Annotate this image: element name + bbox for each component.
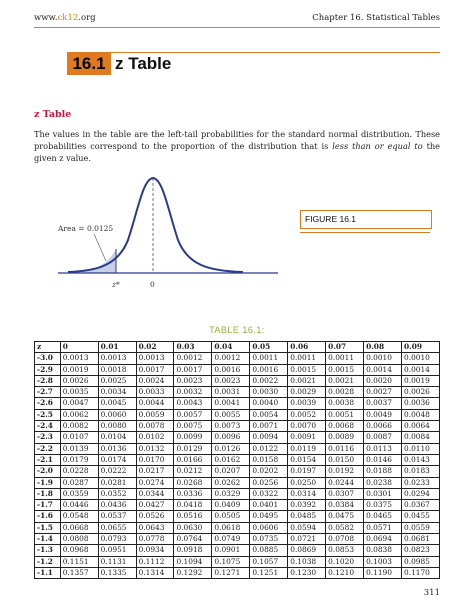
header-col: 0.05 xyxy=(250,342,288,353)
probability-cell: 0.0853 xyxy=(326,545,364,556)
figure-caption: FIGURE 16.1 xyxy=(301,211,360,228)
table-row xyxy=(35,409,440,420)
table-row xyxy=(35,477,440,488)
probability-cell: 0.0606 xyxy=(250,522,288,533)
probability-cell: 0.0968 xyxy=(60,545,98,556)
header-col: 0.08 xyxy=(364,342,402,353)
probability-cell: 0.0559 xyxy=(402,522,440,533)
paragraph-emphasis: less than or equal to xyxy=(332,141,423,151)
probability-cell: 0.0018 xyxy=(98,364,136,375)
probability-cell: 0.0401 xyxy=(250,500,288,511)
probability-cell: 0.0054 xyxy=(250,409,288,420)
probability-cell: 0.0262 xyxy=(212,477,250,488)
probability-cell: 0.0183 xyxy=(402,466,440,477)
intro-paragraph xyxy=(34,128,440,164)
probability-cell: 0.0721 xyxy=(288,534,326,545)
probability-cell: 0.0023 xyxy=(212,375,250,386)
probability-cell: 0.0250 xyxy=(288,477,326,488)
probability-cell: 0.0179 xyxy=(60,454,98,465)
probability-cell: 0.0359 xyxy=(60,488,98,499)
probability-cell: 0.0287 xyxy=(60,477,98,488)
probability-cell: 0.1151 xyxy=(60,556,98,567)
probability-cell: 0.0039 xyxy=(288,398,326,409)
probability-cell: 0.0934 xyxy=(136,545,174,556)
probability-cell: 0.0019 xyxy=(60,364,98,375)
probability-cell: 0.0446 xyxy=(60,500,98,511)
probability-cell: 0.0222 xyxy=(98,466,136,477)
probability-cell: 0.0475 xyxy=(326,511,364,522)
section-title: z Table xyxy=(34,109,72,120)
table-row xyxy=(35,522,440,533)
probability-cell: 0.0352 xyxy=(98,488,136,499)
probability-cell: 0.0212 xyxy=(174,466,212,477)
probability-cell: 0.0418 xyxy=(174,500,212,511)
row-z-value: -2.3 xyxy=(35,432,61,443)
probability-cell: 0.0064 xyxy=(402,421,440,432)
header-rule xyxy=(34,27,440,28)
paragraph-text-1: The values in the table are the left-tail probabilities for the standard normal distribution. These probabilities correspond to the proportion of the distribution that is xyxy=(34,129,440,151)
table-row xyxy=(35,432,440,443)
row-z-value: -2.7 xyxy=(35,387,61,398)
row-z-value: -1.9 xyxy=(35,477,61,488)
probability-cell: 0.0495 xyxy=(250,511,288,522)
probability-cell: 0.0217 xyxy=(136,466,174,477)
probability-cell: 0.0174 xyxy=(98,454,136,465)
probability-cell: 0.0158 xyxy=(250,454,288,465)
row-z-value: -1.6 xyxy=(35,511,61,522)
probability-cell: 0.1075 xyxy=(212,556,250,567)
probability-cell: 0.0025 xyxy=(98,375,136,386)
probability-cell: 0.0022 xyxy=(250,375,288,386)
row-z-value: -2.2 xyxy=(35,443,61,454)
probability-cell: 0.0655 xyxy=(98,522,136,533)
probability-cell: 0.0037 xyxy=(364,398,402,409)
probability-cell: 0.1020 xyxy=(326,556,364,567)
probability-cell: 0.0070 xyxy=(288,421,326,432)
probability-cell: 0.0071 xyxy=(250,421,288,432)
probability-cell: 0.0066 xyxy=(364,421,402,432)
area-label: Area = 0.0125 xyxy=(58,224,114,233)
probability-cell: 0.0427 xyxy=(136,500,174,511)
probability-cell: 0.0485 xyxy=(288,511,326,522)
probability-cell: 0.0057 xyxy=(174,409,212,420)
probability-cell: 0.0143 xyxy=(402,454,440,465)
probability-cell: 0.0091 xyxy=(288,432,326,443)
normal-curve-figure xyxy=(58,165,278,295)
probability-cell: 0.0281 xyxy=(98,477,136,488)
probability-cell: 0.0059 xyxy=(136,409,174,420)
table-body xyxy=(35,353,440,579)
probability-cell: 0.0197 xyxy=(288,466,326,477)
site-prefix: www. xyxy=(34,13,58,23)
row-z-value: -1.1 xyxy=(35,567,61,578)
probability-cell: 0.0307 xyxy=(326,488,364,499)
table-caption: TABLE 16.1: xyxy=(209,325,265,335)
probability-cell: 0.0126 xyxy=(212,443,250,454)
header-col: 0.01 xyxy=(98,342,136,353)
probability-cell: 0.0019 xyxy=(402,375,440,386)
probability-cell: 0.0793 xyxy=(98,534,136,545)
probability-cell: 0.0571 xyxy=(364,522,402,533)
probability-cell: 0.0104 xyxy=(98,432,136,443)
probability-cell: 0.0537 xyxy=(98,511,136,522)
probability-cell: 0.0027 xyxy=(364,387,402,398)
probability-cell: 0.0068 xyxy=(326,421,364,432)
probability-cell: 0.1057 xyxy=(250,556,288,567)
chapter-number: 16.1 xyxy=(67,53,111,75)
probability-cell: 0.1038 xyxy=(288,556,326,567)
probability-cell: 0.0015 xyxy=(288,364,326,375)
area-pointer xyxy=(94,234,106,261)
probability-cell: 0.0110 xyxy=(402,443,440,454)
probability-cell: 0.0294 xyxy=(402,488,440,499)
zero-label: 0 xyxy=(150,280,155,289)
chapter-title: z Table xyxy=(115,54,172,73)
probability-cell: 0.0166 xyxy=(174,454,212,465)
probability-cell: 0.0094 xyxy=(250,432,288,443)
figure-caption-box xyxy=(300,210,432,229)
table-row xyxy=(35,398,440,409)
probability-cell: 0.0033 xyxy=(136,387,174,398)
probability-cell: 0.0035 xyxy=(60,387,98,398)
row-z-value: -2.5 xyxy=(35,409,61,420)
zstar-label: z* xyxy=(112,280,120,289)
probability-cell: 0.0049 xyxy=(364,409,402,420)
probability-cell: 0.0034 xyxy=(98,387,136,398)
probability-cell: 0.0026 xyxy=(60,375,98,386)
probability-cell: 0.0132 xyxy=(136,443,174,454)
probability-cell: 0.1230 xyxy=(288,567,326,578)
probability-cell: 0.0162 xyxy=(212,454,250,465)
header-col: 0.04 xyxy=(212,342,250,353)
header-col: 0.03 xyxy=(174,342,212,353)
probability-cell: 0.0013 xyxy=(60,353,98,364)
probability-cell: 0.0465 xyxy=(364,511,402,522)
probability-cell: 0.0089 xyxy=(326,432,364,443)
probability-cell: 0.1112 xyxy=(136,556,174,567)
probability-cell: 0.1003 xyxy=(364,556,402,567)
row-z-value: -1.8 xyxy=(35,488,61,499)
header-col: 0.07 xyxy=(326,342,364,353)
probability-cell: 0.1292 xyxy=(174,567,212,578)
probability-cell: 0.0384 xyxy=(326,500,364,511)
probability-cell: 0.0618 xyxy=(212,522,250,533)
probability-cell: 0.0643 xyxy=(136,522,174,533)
header-col: 0.09 xyxy=(402,342,440,353)
probability-cell: 0.0043 xyxy=(174,398,212,409)
probability-cell: 0.0256 xyxy=(250,477,288,488)
probability-cell: 0.0548 xyxy=(60,511,98,522)
probability-cell: 0.0329 xyxy=(212,488,250,499)
probability-cell: 0.0136 xyxy=(98,443,136,454)
probability-cell: 0.0036 xyxy=(402,398,440,409)
probability-cell: 0.0885 xyxy=(250,545,288,556)
probability-cell: 0.0021 xyxy=(288,375,326,386)
probability-cell: 0.0985 xyxy=(402,556,440,567)
probability-cell: 0.0014 xyxy=(364,364,402,375)
probability-cell: 0.0038 xyxy=(326,398,364,409)
probability-cell: 0.0021 xyxy=(326,375,364,386)
probability-cell: 0.0052 xyxy=(288,409,326,420)
row-z-value: -1.5 xyxy=(35,522,61,533)
row-z-value: -2.0 xyxy=(35,466,61,477)
probability-cell: 0.0010 xyxy=(364,353,402,364)
probability-cell: 0.0154 xyxy=(288,454,326,465)
probability-cell: 0.0075 xyxy=(174,421,212,432)
probability-cell: 0.0244 xyxy=(326,477,364,488)
probability-cell: 0.0013 xyxy=(98,353,136,364)
table-row xyxy=(35,511,440,522)
probability-cell: 0.0139 xyxy=(60,443,98,454)
probability-cell: 0.0020 xyxy=(364,375,402,386)
row-z-value: -1.2 xyxy=(35,556,61,567)
probability-cell: 0.0630 xyxy=(174,522,212,533)
header-z: z xyxy=(35,342,61,353)
probability-cell: 0.0016 xyxy=(250,364,288,375)
probability-cell: 0.0150 xyxy=(326,454,364,465)
probability-cell: 0.0116 xyxy=(326,443,364,454)
probability-cell: 0.0084 xyxy=(402,432,440,443)
probability-cell: 0.0392 xyxy=(288,500,326,511)
probability-cell: 0.0869 xyxy=(288,545,326,556)
probability-cell: 0.0040 xyxy=(250,398,288,409)
row-z-value: -1.3 xyxy=(35,545,61,556)
probability-cell: 0.0918 xyxy=(174,545,212,556)
probability-cell: 0.0322 xyxy=(250,488,288,499)
paragraph-text-2: the given z value. xyxy=(34,141,441,163)
chapter-header: Chapter 16. Statistical Tables xyxy=(312,13,440,23)
probability-cell: 0.0099 xyxy=(174,432,212,443)
probability-cell: 0.0668 xyxy=(60,522,98,533)
probability-cell: 0.0087 xyxy=(364,432,402,443)
probability-cell: 0.0082 xyxy=(60,421,98,432)
probability-cell: 0.0013 xyxy=(136,353,174,364)
probability-cell: 0.0023 xyxy=(174,375,212,386)
probability-cell: 0.0274 xyxy=(136,477,174,488)
probability-cell: 0.0078 xyxy=(136,421,174,432)
site-url[interactable] xyxy=(34,13,96,23)
probability-cell: 0.0436 xyxy=(98,500,136,511)
probability-cell: 0.0901 xyxy=(212,545,250,556)
probability-cell: 0.0694 xyxy=(364,534,402,545)
probability-cell: 0.0011 xyxy=(288,353,326,364)
probability-cell: 0.1170 xyxy=(402,567,440,578)
figure-caption-rule xyxy=(300,232,430,233)
probability-cell: 0.0041 xyxy=(212,398,250,409)
probability-cell: 0.0045 xyxy=(98,398,136,409)
row-z-value: -2.1 xyxy=(35,454,61,465)
probability-cell: 0.0594 xyxy=(288,522,326,533)
table-row xyxy=(35,534,440,545)
row-z-value: -2.4 xyxy=(35,421,61,432)
probability-cell: 0.0526 xyxy=(136,511,174,522)
probability-cell: 0.0455 xyxy=(402,511,440,522)
probability-cell: 0.0055 xyxy=(212,409,250,420)
site-suffix: .org xyxy=(78,13,96,23)
probability-cell: 0.0823 xyxy=(402,545,440,556)
probability-cell: 0.0749 xyxy=(212,534,250,545)
probability-cell: 0.1190 xyxy=(364,567,402,578)
running-header xyxy=(34,13,440,27)
probability-cell: 0.0375 xyxy=(364,500,402,511)
probability-cell: 0.0030 xyxy=(250,387,288,398)
z-table xyxy=(34,341,440,579)
page-number: 311 xyxy=(423,588,440,598)
probability-cell: 0.0062 xyxy=(60,409,98,420)
row-z-value: -1.7 xyxy=(35,500,61,511)
probability-cell: 0.0409 xyxy=(212,500,250,511)
probability-cell: 0.0113 xyxy=(364,443,402,454)
probability-cell: 0.1335 xyxy=(98,567,136,578)
table-row xyxy=(35,500,440,511)
probability-cell: 0.0170 xyxy=(136,454,174,465)
probability-cell: 0.0047 xyxy=(60,398,98,409)
probability-cell: 0.0367 xyxy=(402,500,440,511)
header-col: 0.02 xyxy=(136,342,174,353)
table-row xyxy=(35,443,440,454)
probability-cell: 0.0060 xyxy=(98,409,136,420)
probability-cell: 0.0011 xyxy=(326,353,364,364)
table-row xyxy=(35,556,440,567)
probability-cell: 0.0026 xyxy=(402,387,440,398)
table-row xyxy=(35,454,440,465)
probability-cell: 0.0344 xyxy=(136,488,174,499)
probability-cell: 0.0233 xyxy=(402,477,440,488)
table-row xyxy=(35,545,440,556)
site-name: ck12 xyxy=(57,13,79,23)
probability-cell: 0.0808 xyxy=(60,534,98,545)
probability-cell: 0.1094 xyxy=(174,556,212,567)
probability-cell: 0.0119 xyxy=(288,443,326,454)
row-z-value: -2.9 xyxy=(35,364,61,375)
probability-cell: 0.0301 xyxy=(364,488,402,499)
table-row xyxy=(35,466,440,477)
row-z-value: -3.0 xyxy=(35,353,61,364)
row-z-value: -2.8 xyxy=(35,375,61,386)
probability-cell: 0.0044 xyxy=(136,398,174,409)
probability-cell: 0.0107 xyxy=(60,432,98,443)
probability-cell: 0.0188 xyxy=(364,466,402,477)
table-row xyxy=(35,375,440,386)
probability-cell: 0.0129 xyxy=(174,443,212,454)
probability-cell: 0.0024 xyxy=(136,375,174,386)
table-row xyxy=(35,567,440,578)
probability-cell: 0.0202 xyxy=(250,466,288,477)
probability-cell: 0.0838 xyxy=(364,545,402,556)
probability-cell: 0.0582 xyxy=(326,522,364,533)
probability-cell: 0.0014 xyxy=(402,364,440,375)
probability-cell: 0.0096 xyxy=(212,432,250,443)
row-z-value: -1.4 xyxy=(35,534,61,545)
probability-cell: 0.0708 xyxy=(326,534,364,545)
probability-cell: 0.0029 xyxy=(288,387,326,398)
probability-cell: 0.0505 xyxy=(212,511,250,522)
probability-cell: 0.0735 xyxy=(250,534,288,545)
probability-cell: 0.0017 xyxy=(136,364,174,375)
probability-cell: 0.0764 xyxy=(174,534,212,545)
probability-cell: 0.0073 xyxy=(212,421,250,432)
probability-cell: 0.0015 xyxy=(326,364,364,375)
probability-cell: 0.1210 xyxy=(326,567,364,578)
probability-cell: 0.0146 xyxy=(364,454,402,465)
probability-cell: 0.1314 xyxy=(136,567,174,578)
probability-cell: 0.0031 xyxy=(212,387,250,398)
probability-cell: 0.0028 xyxy=(326,387,364,398)
probability-cell: 0.1131 xyxy=(98,556,136,567)
probability-cell: 0.0032 xyxy=(174,387,212,398)
probability-cell: 0.0314 xyxy=(288,488,326,499)
probability-cell: 0.0012 xyxy=(174,353,212,364)
probability-cell: 0.0011 xyxy=(250,353,288,364)
probability-cell: 0.0207 xyxy=(212,466,250,477)
probability-cell: 0.0010 xyxy=(402,353,440,364)
probability-cell: 0.0681 xyxy=(402,534,440,545)
probability-cell: 0.0048 xyxy=(402,409,440,420)
table-header-row xyxy=(35,342,440,353)
probability-cell: 0.0192 xyxy=(326,466,364,477)
probability-cell: 0.1251 xyxy=(250,567,288,578)
probability-cell: 0.0336 xyxy=(174,488,212,499)
probability-cell: 0.0238 xyxy=(364,477,402,488)
probability-cell: 0.0016 xyxy=(212,364,250,375)
probability-cell: 0.0017 xyxy=(174,364,212,375)
probability-cell: 0.0268 xyxy=(174,477,212,488)
probability-cell: 0.0080 xyxy=(98,421,136,432)
table-row xyxy=(35,488,440,499)
probability-cell: 0.0102 xyxy=(136,432,174,443)
probability-cell: 0.0051 xyxy=(326,409,364,420)
probability-cell: 0.0122 xyxy=(250,443,288,454)
header-col: 0 xyxy=(60,342,98,353)
probability-cell: 0.0951 xyxy=(98,545,136,556)
probability-cell: 0.0012 xyxy=(212,353,250,364)
header-col: 0.06 xyxy=(288,342,326,353)
probability-cell: 0.1271 xyxy=(212,567,250,578)
probability-cell: 0.0778 xyxy=(136,534,174,545)
table-row xyxy=(35,364,440,375)
row-z-value: -2.6 xyxy=(35,398,61,409)
table-row xyxy=(35,421,440,432)
probability-cell: 0.0228 xyxy=(60,466,98,477)
table-row xyxy=(35,387,440,398)
probability-cell: 0.0516 xyxy=(174,511,212,522)
probability-cell: 0.1357 xyxy=(60,567,98,578)
table-row xyxy=(35,353,440,364)
